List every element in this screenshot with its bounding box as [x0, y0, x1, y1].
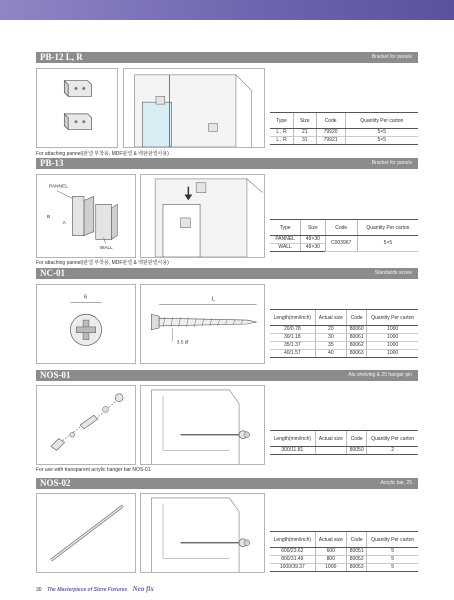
column-header: Quantity Per carton — [367, 310, 418, 326]
table-row — [270, 548, 418, 556]
screw-length-label: L — [211, 296, 216, 303]
footer-tagline: The Masterpiece of Store Fixtures — [46, 587, 128, 593]
column-header: Length(mm/inch) — [270, 532, 315, 548]
pb13-spec-table — [270, 219, 418, 252]
table-cell: 5×5 — [345, 137, 418, 145]
table-row — [270, 564, 418, 572]
dimension-b-label: B — [46, 214, 51, 220]
table-cell: WALL — [270, 244, 301, 252]
head-diameter-label: 6 — [84, 294, 88, 301]
column-header: Quantity Per carton — [367, 532, 418, 548]
table-cell: 800 — [315, 556, 346, 564]
column-header: Actual size — [315, 431, 346, 447]
nos01-hanger-pin-illustration — [36, 385, 136, 465]
column-header: Code — [347, 532, 367, 548]
table-row — [270, 342, 418, 350]
section-description: Alu shelving & 25 hanger pin — [348, 372, 412, 378]
section-nos01 — [36, 370, 418, 381]
table-cell: 80052 — [347, 556, 367, 564]
table-cell: 1000 — [367, 326, 418, 334]
nc01-screw-head-illustration — [36, 284, 136, 364]
table-cell: 31 — [294, 137, 317, 145]
pb13-usage-note: For attaching pannel(판넬 부착용, MDF판넬 & 백판판넬사용) — [36, 260, 169, 266]
column-header: Code — [325, 220, 357, 236]
column-header: Code — [316, 113, 345, 129]
table-cell: L , R — [270, 129, 294, 137]
pb12-spec-table — [270, 112, 418, 145]
column-header: Actual size — [315, 310, 346, 326]
table-cell: 80051 — [347, 548, 367, 556]
section-header — [36, 52, 418, 63]
table-cell: 80053 — [347, 564, 367, 572]
table-cell — [315, 447, 346, 455]
table-row — [270, 326, 418, 334]
column-header: Code — [347, 431, 367, 447]
table-cell: 49×30 — [301, 236, 325, 244]
column-header: Length(mm/inch) — [270, 310, 315, 326]
pb13-bracket-illustration — [36, 174, 136, 258]
table-row — [270, 334, 418, 342]
table-cell: 30/1.18 — [270, 334, 315, 342]
page-number: 30 — [36, 587, 42, 593]
section-title: NOS-01 — [40, 370, 71, 380]
section-title: NOS-02 — [40, 478, 71, 488]
table-row — [270, 350, 418, 358]
table-cell: 600 — [315, 548, 346, 556]
pb13-installation-illustration — [140, 174, 265, 258]
table-cell: 20/0.78 — [270, 326, 315, 334]
nc01-screw-side-illustration — [140, 284, 265, 364]
section-pb12 — [36, 52, 418, 63]
table-cell: 40 — [315, 350, 346, 358]
nc01-spec-table — [270, 309, 418, 358]
table-cell: 800/31.49 — [270, 556, 315, 564]
table-cell: 1000 — [315, 564, 346, 572]
table-cell: 1000 — [367, 342, 418, 350]
brand-logo: Neo fix — [132, 585, 154, 593]
section-description: Bracket for panels — [371, 160, 412, 166]
nos01-spec-table — [270, 430, 418, 455]
column-header: Length(mm/inch) — [270, 431, 315, 447]
pb12-installation-illustration — [123, 68, 265, 148]
nos01-usage-note: For use with transparent acrylic hanger bar NOS-01 — [36, 467, 151, 473]
table-cell: 5 — [367, 548, 418, 556]
dimension-a-label: A — [62, 220, 66, 226]
table-row — [270, 137, 418, 145]
pb12-usage-note: For attaching pannel(판넬 부착용, MDF판넬 & 백판판넬사용) — [36, 151, 169, 157]
table-cell: 30 — [315, 334, 346, 342]
section-header — [36, 478, 418, 489]
table-cell: 1000/39.37 — [270, 564, 315, 572]
table-cell: PANNEL — [270, 236, 301, 244]
column-header: Size — [301, 220, 325, 236]
table-row — [270, 447, 418, 455]
section-nc01 — [36, 268, 418, 279]
nos02-acrylic-bar-illustration — [36, 493, 136, 573]
column-header: Quantity Per carton — [367, 431, 418, 447]
column-header: Type — [270, 220, 301, 236]
table-cell: 80063 — [347, 350, 367, 358]
table-cell: 2 — [367, 447, 418, 455]
section-description: Bracket for panels — [371, 54, 412, 60]
table-cell: 5×5 — [357, 236, 418, 252]
table-row — [270, 236, 418, 244]
table-cell: 80050 — [347, 447, 367, 455]
table-cell: 79920 — [316, 129, 345, 137]
section-description: Acrylic bar, 25 — [380, 480, 412, 486]
table-row — [270, 556, 418, 564]
table-cell: 35/1.37 — [270, 342, 315, 350]
wall-label: WALL — [99, 246, 113, 252]
table-cell: 80060 — [347, 326, 367, 334]
column-header: Quantity Per carton — [345, 113, 418, 129]
section-title: PB-12 L, R — [40, 52, 83, 62]
column-header: Actual size — [315, 532, 346, 548]
table-cell: 79921 — [316, 137, 345, 145]
table-cell: C003967 — [325, 236, 357, 252]
table-cell: 5×5 — [345, 129, 418, 137]
nos02-spec-table — [270, 531, 418, 572]
nos01-shelving-illustration — [140, 385, 265, 465]
column-header: Quantity Per carton — [357, 220, 418, 236]
table-cell: 40/1.57 — [270, 350, 315, 358]
table-cell: 80062 — [347, 342, 367, 350]
section-header — [36, 158, 418, 169]
table-cell: 21 — [294, 129, 317, 137]
section-pb13 — [36, 158, 418, 169]
section-title: PB-13 — [40, 158, 64, 168]
table-row — [270, 129, 418, 137]
top-color-band — [0, 0, 454, 20]
section-description: Standards screw — [374, 270, 412, 276]
table-cell: 1000 — [367, 350, 418, 358]
section-header — [36, 268, 418, 279]
column-header: Size — [294, 113, 317, 129]
table-cell: 20 — [315, 326, 346, 334]
table-cell: 1000 — [367, 334, 418, 342]
page-footer — [36, 585, 154, 593]
column-header: Code — [347, 310, 367, 326]
table-cell: 600/23.62 — [270, 548, 315, 556]
pannel-label: PANNEL — [48, 184, 69, 190]
table-cell: 35 — [315, 342, 346, 350]
section-nos02 — [36, 478, 418, 489]
section-title: NC-01 — [40, 268, 65, 278]
table-cell: 5 — [367, 556, 418, 564]
table-cell: 5 — [367, 564, 418, 572]
nos02-shelving-illustration — [140, 493, 265, 573]
section-header — [36, 370, 418, 381]
pb12-bracket-illustration — [36, 68, 118, 148]
table-cell: 49×30 — [301, 244, 325, 252]
column-header: Type — [270, 113, 294, 129]
table-cell: 300/11.81 — [270, 447, 315, 455]
thread-diameter-label: 3.5 Ø — [176, 340, 189, 346]
table-cell: 80061 — [347, 334, 367, 342]
table-cell: L , R — [270, 137, 294, 145]
